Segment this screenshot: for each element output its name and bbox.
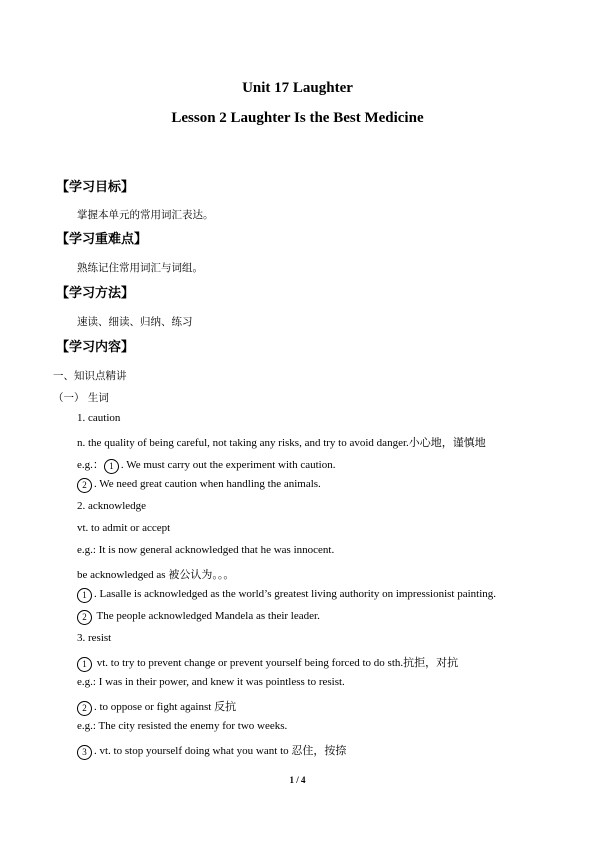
definition-resist-1 (77, 654, 458, 672)
circled-number: 3 (77, 745, 92, 760)
example-caution-2 (77, 478, 321, 493)
circled-number: 2 (77, 701, 92, 716)
phrase-acknowledge: be acknowledged as 被公认为。。。 (77, 569, 235, 581)
section-heading-content: 【学习内容】 (56, 340, 135, 355)
part-heading: 一、知识点精讲 (53, 370, 127, 382)
page-number: 1 / 4 (289, 775, 306, 785)
section-heading-key-points: 【学习重难点】 (56, 232, 148, 247)
circled-number: 1 (77, 588, 92, 603)
circled-number: 2 (77, 610, 92, 625)
section-heading-goals: 【学习目标】 (56, 180, 135, 195)
methods-text: 速读、细读、归纳、练习 (77, 316, 193, 328)
definition-resist-2 (77, 698, 236, 716)
definition-text: . vt. to stop yourself doing what you want to 忍住，按捺 (94, 745, 347, 757)
subpart-heading: （一） 生词 (53, 392, 109, 404)
definition-acknowledge: vt. to admit or accept (77, 522, 171, 534)
example-acknowledge: e.g.: It is now general acknowledged that he was innocent. (77, 544, 335, 556)
example-text: . We must carry out the experiment with caution. (120, 459, 336, 471)
example-prefix: e.g.： (77, 459, 104, 471)
example-resist-1: e.g.: I was in their power, and knew it was pointless to resist. (77, 676, 345, 688)
example-resist-2: e.g.: The city resisted the enemy for two weeks. (77, 720, 288, 732)
section-heading-methods: 【学习方法】 (56, 286, 135, 301)
key-points-text: 熟练记住常用词汇与词组。 (77, 262, 203, 274)
word-heading-caution: 1. caution (77, 412, 121, 424)
example-acknowledge-1 (77, 588, 496, 603)
definition-text: . to oppose or fight against 反抗 (94, 701, 237, 713)
definition-caution: n. the quality of being careful, not taking any risks, and try to avoid danger.小心地，谨慎地 (77, 437, 486, 449)
word-heading-acknowledge: 2. acknowledge (77, 500, 147, 512)
example-text: . We need great caution when handling the animals. (94, 478, 321, 490)
example-acknowledge-2 (77, 610, 320, 625)
definition-text: vt. to try to prevent change or prevent yourself being forced to do sth.抗拒，对抗 (94, 657, 459, 669)
example-text: The people acknowledged Mandela as their leader. (94, 610, 320, 622)
definition-resist-3 (77, 742, 346, 760)
circled-number: 1 (77, 657, 92, 672)
page-title: Unit 17 Laughter (242, 80, 353, 96)
circled-number: 2 (77, 478, 92, 493)
goals-text: 掌握本单元的常用词汇表达。 (77, 209, 214, 221)
page-subtitle: Lesson 2 Laughter Is the Best Medicine (171, 110, 424, 126)
example-text: . Lasalle is acknowledged as the world’s greatest living authority on impressionist painting. (94, 588, 497, 600)
circled-number: 1 (104, 459, 119, 474)
example-caution-1 (77, 456, 335, 474)
word-heading-resist: 3. resist (77, 632, 112, 644)
